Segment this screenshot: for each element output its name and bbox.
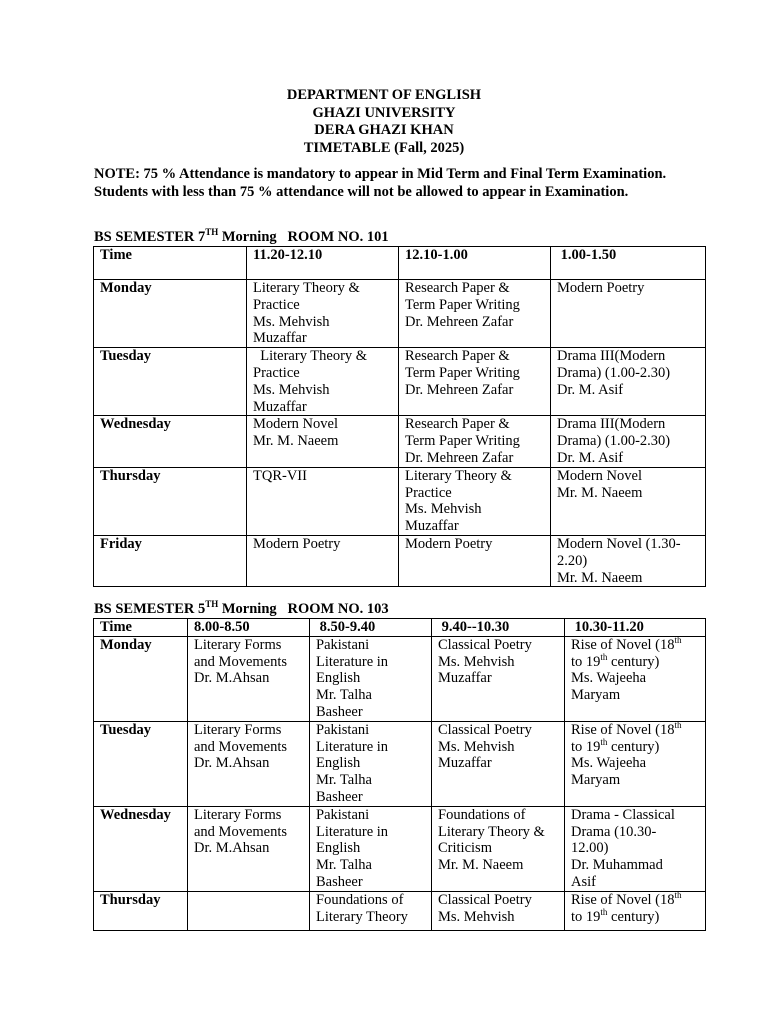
- time-slot-header: 10.30-11.20: [565, 619, 706, 637]
- table-row: [94, 636, 706, 721]
- cell-text-line: Mr. M. Naeem: [438, 857, 524, 874]
- cell-text-line: Foundations of: [438, 806, 526, 823]
- class-cell: [399, 535, 551, 586]
- cell-text-line: Ms. Mehvish: [405, 501, 482, 518]
- time-slot-header: 8.50-9.40: [310, 619, 432, 637]
- cell-text-line: Rise of Novel (18th: [571, 721, 682, 738]
- cell-text-line: to 19th century): [571, 651, 660, 670]
- class-cell: [188, 891, 310, 930]
- day-cell: Thursday: [94, 467, 247, 535]
- cell-text-line: Ms. Mehvish: [438, 653, 515, 670]
- cell-text-line: Practice: [253, 296, 300, 313]
- cell-text-line: Literary Theory: [316, 908, 408, 925]
- class-cell: [399, 348, 551, 416]
- cell-text-line: Criticism: [438, 840, 492, 857]
- cell-text-line: Classical Poetry: [438, 891, 532, 908]
- cell-text-line: Mr. M. Naeem: [253, 433, 339, 450]
- time-slot-header: 1.00-1.50: [551, 247, 706, 280]
- cell-text-line: Drama) (1.00-2.30): [557, 433, 671, 450]
- semester-7-title-suffix: Morning ROOM NO. 101: [218, 229, 389, 245]
- class-cell: [247, 467, 399, 535]
- cell-text-line: Mr. M. Naeem: [557, 484, 643, 501]
- class-cell: [188, 636, 310, 721]
- cell-text-line: Dr. M. Asif: [557, 381, 624, 398]
- class-cell: [310, 806, 432, 891]
- cell-text-line: Ms. Mehvish: [253, 381, 330, 398]
- class-cell: [188, 806, 310, 891]
- cell-text-line: Ms. Wajeeha: [571, 755, 647, 772]
- cell-text-line: and Movements: [194, 823, 288, 840]
- cell-text-line: Modern Poetry: [557, 280, 645, 296]
- cell-text-line: Literary Forms: [194, 636, 282, 653]
- table-row: [94, 467, 706, 535]
- class-cell: [432, 806, 565, 891]
- cell-text-line: 2.20): [557, 552, 588, 569]
- class-cell: [399, 416, 551, 467]
- semester-7-title-prefix: BS SEMESTER 7: [94, 229, 206, 245]
- class-cell: [247, 416, 399, 467]
- department-title: DEPARTMENT OF ENGLISH: [286, 87, 482, 103]
- class-cell: [565, 636, 706, 721]
- cell-text-line: Dr. Mehreen Zafar: [405, 381, 514, 398]
- cell-text-line: to 19th century): [571, 906, 660, 925]
- class-cell: [399, 280, 551, 348]
- cell-text-line: Mr. M. Naeem: [557, 569, 643, 586]
- cell-text-line: Drama) (1.00-2.30): [557, 364, 671, 381]
- class-cell: [551, 535, 706, 586]
- cell-text-line: Dr. M.Ahsan: [194, 755, 270, 772]
- cell-text-line: Modern Novel: [253, 416, 338, 433]
- cell-text-line: Drama III(Modern: [557, 348, 666, 365]
- cell-text-line: Literature in: [316, 823, 389, 840]
- cell-text-line: Maryam: [571, 687, 621, 704]
- cell-text-line: Basheer: [316, 873, 363, 890]
- cell-text-line: and Movements: [194, 653, 288, 670]
- cell-text-line: Literature in: [316, 653, 389, 670]
- class-cell: [247, 280, 399, 348]
- cell-text-line: Mr. Talha: [316, 687, 372, 704]
- table-row: [94, 806, 706, 891]
- time-column-header: Time: [94, 247, 247, 280]
- cell-text-line: and Movements: [194, 738, 288, 755]
- cell-text-line: Dr. M.Ahsan: [194, 840, 270, 857]
- cell-text-line: Rise of Novel (18th: [571, 636, 682, 653]
- cell-text-line: Muzaffar: [438, 755, 492, 772]
- attendance-note: NOTE: 75 % Attendance is mandatory to appear in Mid Term and Final Term Examination. Students with less than 75 % attendance will not be allowed to appear in Examination.: [94, 166, 667, 200]
- semester-5-timetable: [93, 618, 706, 931]
- class-cell: [432, 721, 565, 806]
- cell-text-line: Ms. Wajeeha: [571, 670, 647, 687]
- day-cell: Wednesday: [94, 416, 247, 467]
- cell-text-line: Classical Poetry: [438, 636, 532, 653]
- class-cell: [310, 636, 432, 721]
- cell-text-line: Literary Theory &: [405, 467, 512, 484]
- cell-text-line: Muzaffar: [405, 518, 459, 535]
- semester-5-header-row: [94, 619, 706, 637]
- table-row: [94, 348, 706, 416]
- city-name: DERA GHAZI KHAN: [314, 122, 454, 138]
- cell-text-line: Literary Theory &: [438, 823, 545, 840]
- cell-text-line: Ms. Mehvish: [438, 908, 515, 925]
- semester-5-title-sup: TH: [205, 599, 219, 610]
- cell-text-line: Literary Forms: [194, 806, 282, 823]
- day-cell: Tuesday: [94, 348, 247, 416]
- time-slot-header: 8.00-8.50: [188, 619, 310, 637]
- cell-text-line: Practice: [405, 484, 452, 501]
- time-slot-header: 11.20-12.10: [247, 247, 399, 280]
- cell-text-line: English: [316, 670, 361, 687]
- cell-text-line: Modern Novel (1.30-: [557, 535, 681, 552]
- semester-7-timetable: [93, 246, 706, 587]
- cell-text-line: Modern Poetry: [253, 535, 341, 552]
- cell-text-line: Ms. Mehvish: [253, 313, 330, 330]
- cell-text-line: Research Paper &: [405, 280, 510, 296]
- cell-text-line: Literary Theory &: [253, 280, 360, 296]
- semester-7-header-row: [94, 247, 706, 280]
- cell-text-line: Mr. Talha: [316, 857, 372, 874]
- day-cell: Friday: [94, 535, 247, 586]
- cell-text-line: Dr. Mehreen Zafar: [405, 313, 514, 330]
- cell-text-line: Basheer: [316, 703, 363, 720]
- table-row: [94, 416, 706, 467]
- cell-text-line: Dr. Mehreen Zafar: [405, 449, 514, 466]
- class-cell: [565, 721, 706, 806]
- cell-text-line: to 19th century): [571, 736, 660, 755]
- cell-text-line: Basheer: [316, 788, 363, 805]
- cell-text-line: Muzaffar: [253, 330, 307, 347]
- class-cell: [188, 721, 310, 806]
- cell-text-line: Research Paper &: [405, 416, 510, 433]
- cell-text-line: Foundations of: [316, 891, 404, 908]
- cell-text-line: Drama - Classical: [571, 806, 675, 823]
- class-cell: [565, 806, 706, 891]
- semester-7-title-sup: TH: [205, 227, 219, 238]
- cell-text-line: 12.00): [571, 840, 609, 857]
- class-cell: [551, 416, 706, 467]
- cell-text-line: Drama (10.30-: [571, 823, 657, 840]
- cell-text-line: Pakistani: [316, 806, 370, 823]
- class-cell: [247, 535, 399, 586]
- day-cell: Monday: [94, 280, 247, 348]
- day-cell: Tuesday: [94, 721, 188, 806]
- cell-text-line: Literary Forms: [194, 721, 282, 738]
- cell-text-line: Rise of Novel (18th: [571, 891, 682, 908]
- cell-text-line: Classical Poetry: [438, 721, 532, 738]
- university-name: GHAZI UNIVERSITY: [312, 104, 456, 121]
- cell-text-line: Modern Poetry: [405, 535, 493, 552]
- time-slot-header: 9.40--10.30: [432, 619, 565, 637]
- cell-text-line: Dr. M.Ahsan: [194, 670, 270, 687]
- day-cell: Monday: [94, 636, 188, 721]
- semester-5-title-prefix: BS SEMESTER 5: [94, 601, 206, 617]
- class-cell: [551, 280, 706, 348]
- table-row: [94, 535, 706, 586]
- cell-text-line: Pakistani: [316, 636, 370, 653]
- cell-text-line: Drama III(Modern: [557, 416, 666, 433]
- day-cell: Thursday: [94, 891, 188, 930]
- cell-text-line: Term Paper Writing: [405, 364, 520, 381]
- cell-text-line: English: [316, 840, 361, 857]
- cell-text-line: Ms. Mehvish: [438, 738, 515, 755]
- cell-text-line: Muzaffar: [253, 398, 307, 415]
- cell-text-line: English: [316, 755, 361, 772]
- table-row: [94, 891, 706, 930]
- table-row: [94, 280, 706, 348]
- cell-text-line: Literary Theory &: [253, 348, 368, 365]
- cell-text-line: Practice: [253, 364, 300, 381]
- time-slot-header: 12.10-1.00: [399, 247, 551, 280]
- cell-text-line: Dr. Muhammad: [571, 857, 663, 874]
- class-cell: [551, 467, 706, 535]
- cell-text-line: Asif: [571, 873, 596, 890]
- class-cell: [565, 891, 706, 930]
- cell-text-line: Research Paper &: [405, 348, 510, 365]
- class-cell: [551, 348, 706, 416]
- class-cell: [310, 891, 432, 930]
- cell-text-line: Term Paper Writing: [405, 433, 520, 450]
- cell-text-line: Pakistani: [316, 721, 370, 738]
- cell-text-line: Mr. Talha: [316, 772, 372, 789]
- time-column-header: Time: [94, 619, 188, 637]
- day-cell: Wednesday: [94, 806, 188, 891]
- cell-text-line: Literature in: [316, 738, 389, 755]
- cell-text-line: TQR-VII: [253, 467, 307, 484]
- class-cell: [247, 348, 399, 416]
- cell-text-line: Muzaffar: [438, 670, 492, 687]
- cell-text-line: Dr. M. Asif: [557, 449, 624, 466]
- table-row: [94, 721, 706, 806]
- cell-text-line: Maryam: [571, 772, 621, 789]
- cell-text-line: Term Paper Writing: [405, 296, 520, 313]
- class-cell: [399, 467, 551, 535]
- class-cell: [432, 891, 565, 930]
- timetable-title: TIMETABLE (Fall, 2025): [303, 139, 465, 156]
- class-cell: [432, 636, 565, 721]
- class-cell: [310, 721, 432, 806]
- semester-5-title: [94, 601, 389, 617]
- semester-5-title-suffix: Morning ROOM NO. 103: [218, 601, 389, 617]
- document-header: [0, 87, 768, 157]
- cell-text-line: Modern Novel: [557, 467, 642, 484]
- semester-7-title: [94, 229, 389, 245]
